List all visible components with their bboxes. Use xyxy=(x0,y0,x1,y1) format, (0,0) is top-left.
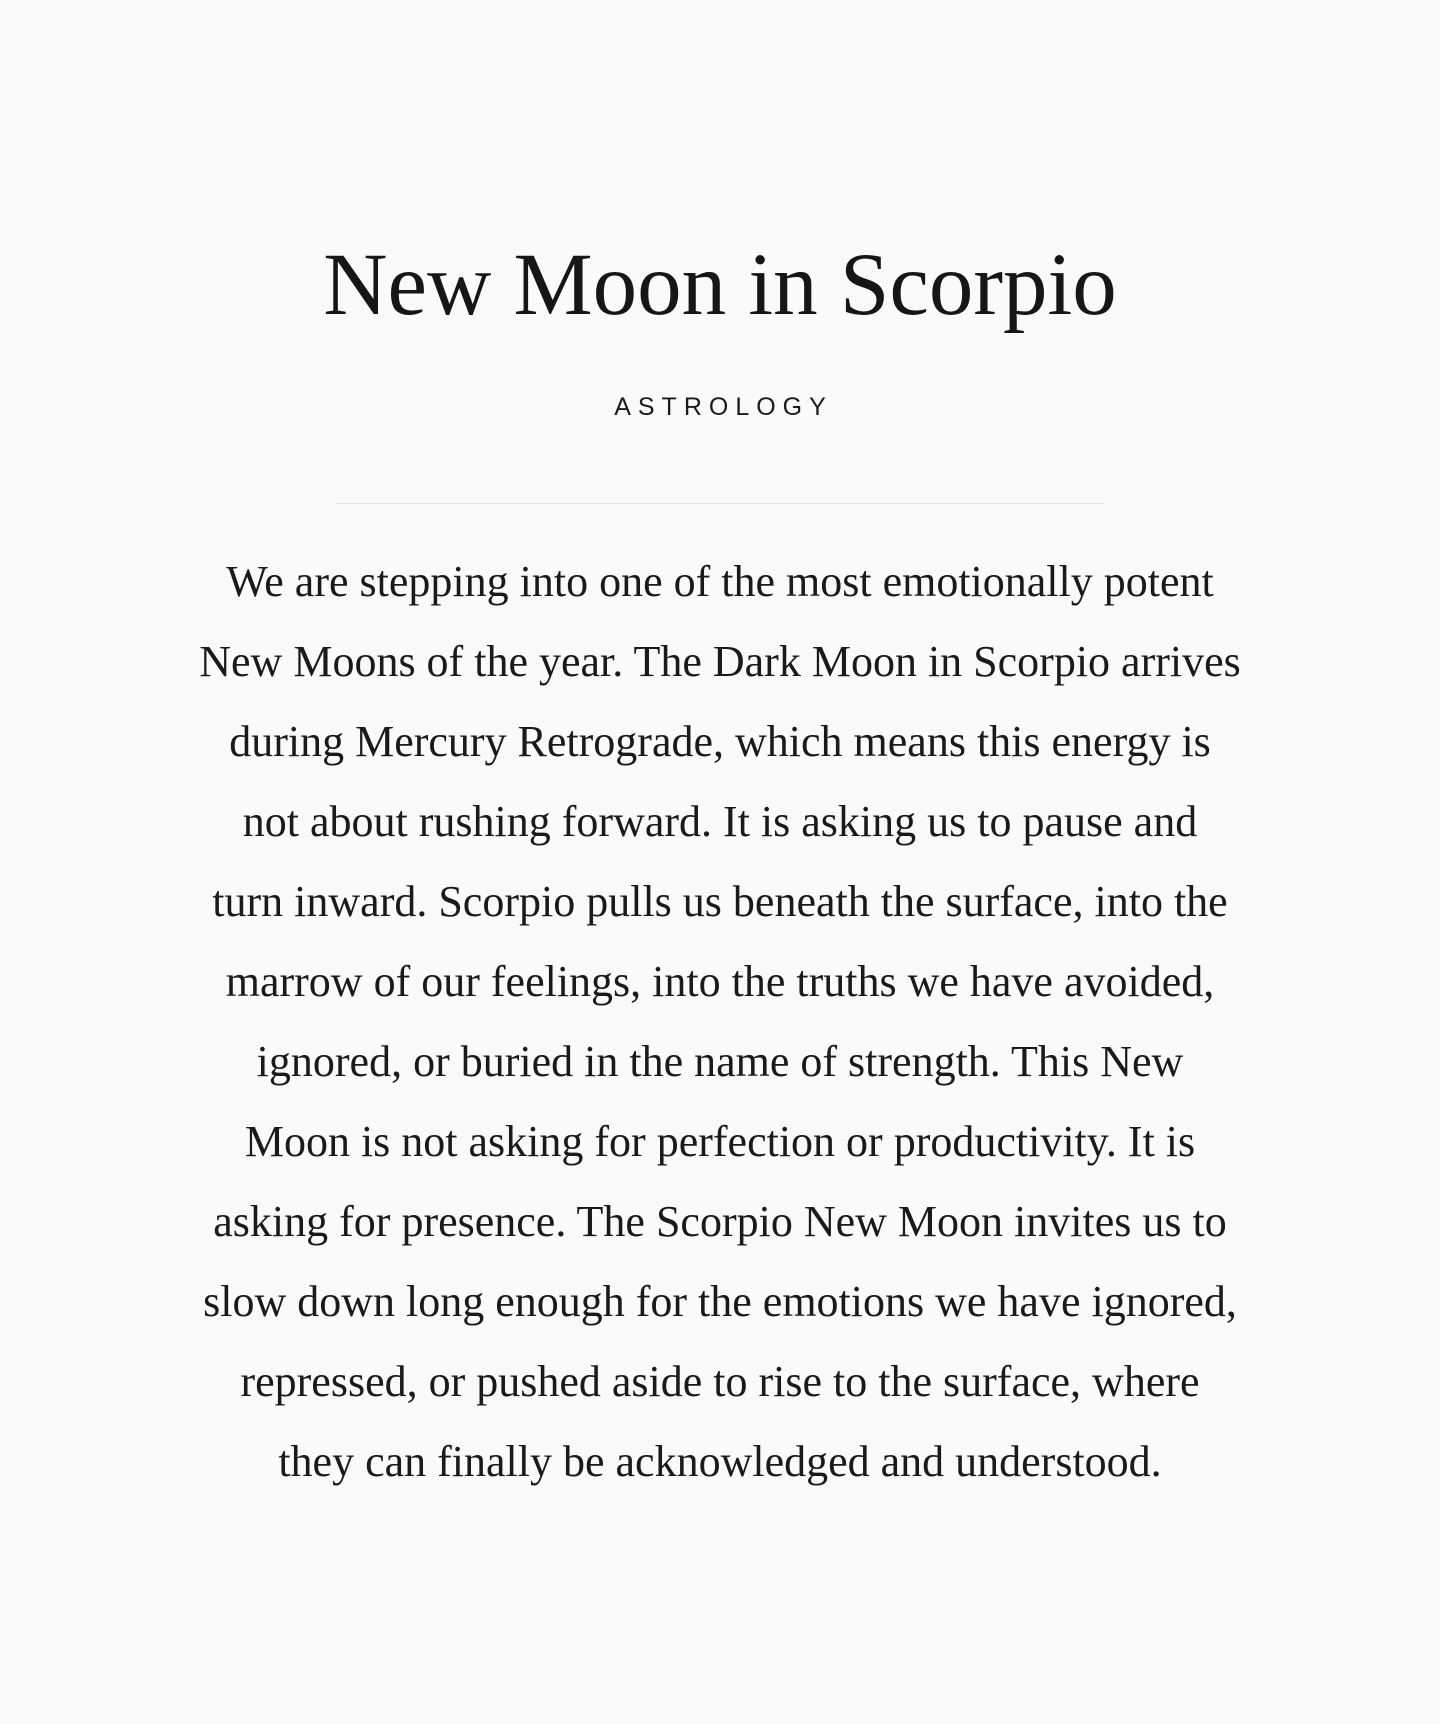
body-line: during Mercury Retrograde, which means this energy is xyxy=(229,717,1211,766)
article-body xyxy=(150,542,1290,1502)
body-line: We are stepping into one of the most emotionally potent xyxy=(226,557,1214,606)
body-line: marrow of our feelings, into the truths we have avoided, xyxy=(225,957,1215,1006)
article-category-label: ASTROLOGY xyxy=(614,393,833,421)
body-line: turn inward. Scorpio pulls us beneath the surface, into the xyxy=(212,877,1228,926)
body-line: slow down long enough for the emotions we have ignored, xyxy=(203,1277,1237,1326)
title-divider xyxy=(336,503,1104,504)
article-title: New Moon in Scorpio xyxy=(323,236,1117,334)
body-line: New Moons of the year. The Dark Moon in Scorpio arrives xyxy=(199,637,1241,686)
body-line: not about rushing forward. It is asking us to pause and xyxy=(242,797,1198,846)
body-line: ignored, or buried in the name of strength. This New xyxy=(256,1037,1184,1086)
body-line: repressed, or pushed aside to rise to the surface, where xyxy=(240,1357,1200,1406)
body-line: they can finally be acknowledged and understood. xyxy=(278,1437,1162,1486)
body-line: asking for presence. The Scorpio New Moon invites us to xyxy=(213,1197,1227,1246)
body-line: Moon is not asking for perfection or productivity. It is xyxy=(244,1117,1196,1166)
